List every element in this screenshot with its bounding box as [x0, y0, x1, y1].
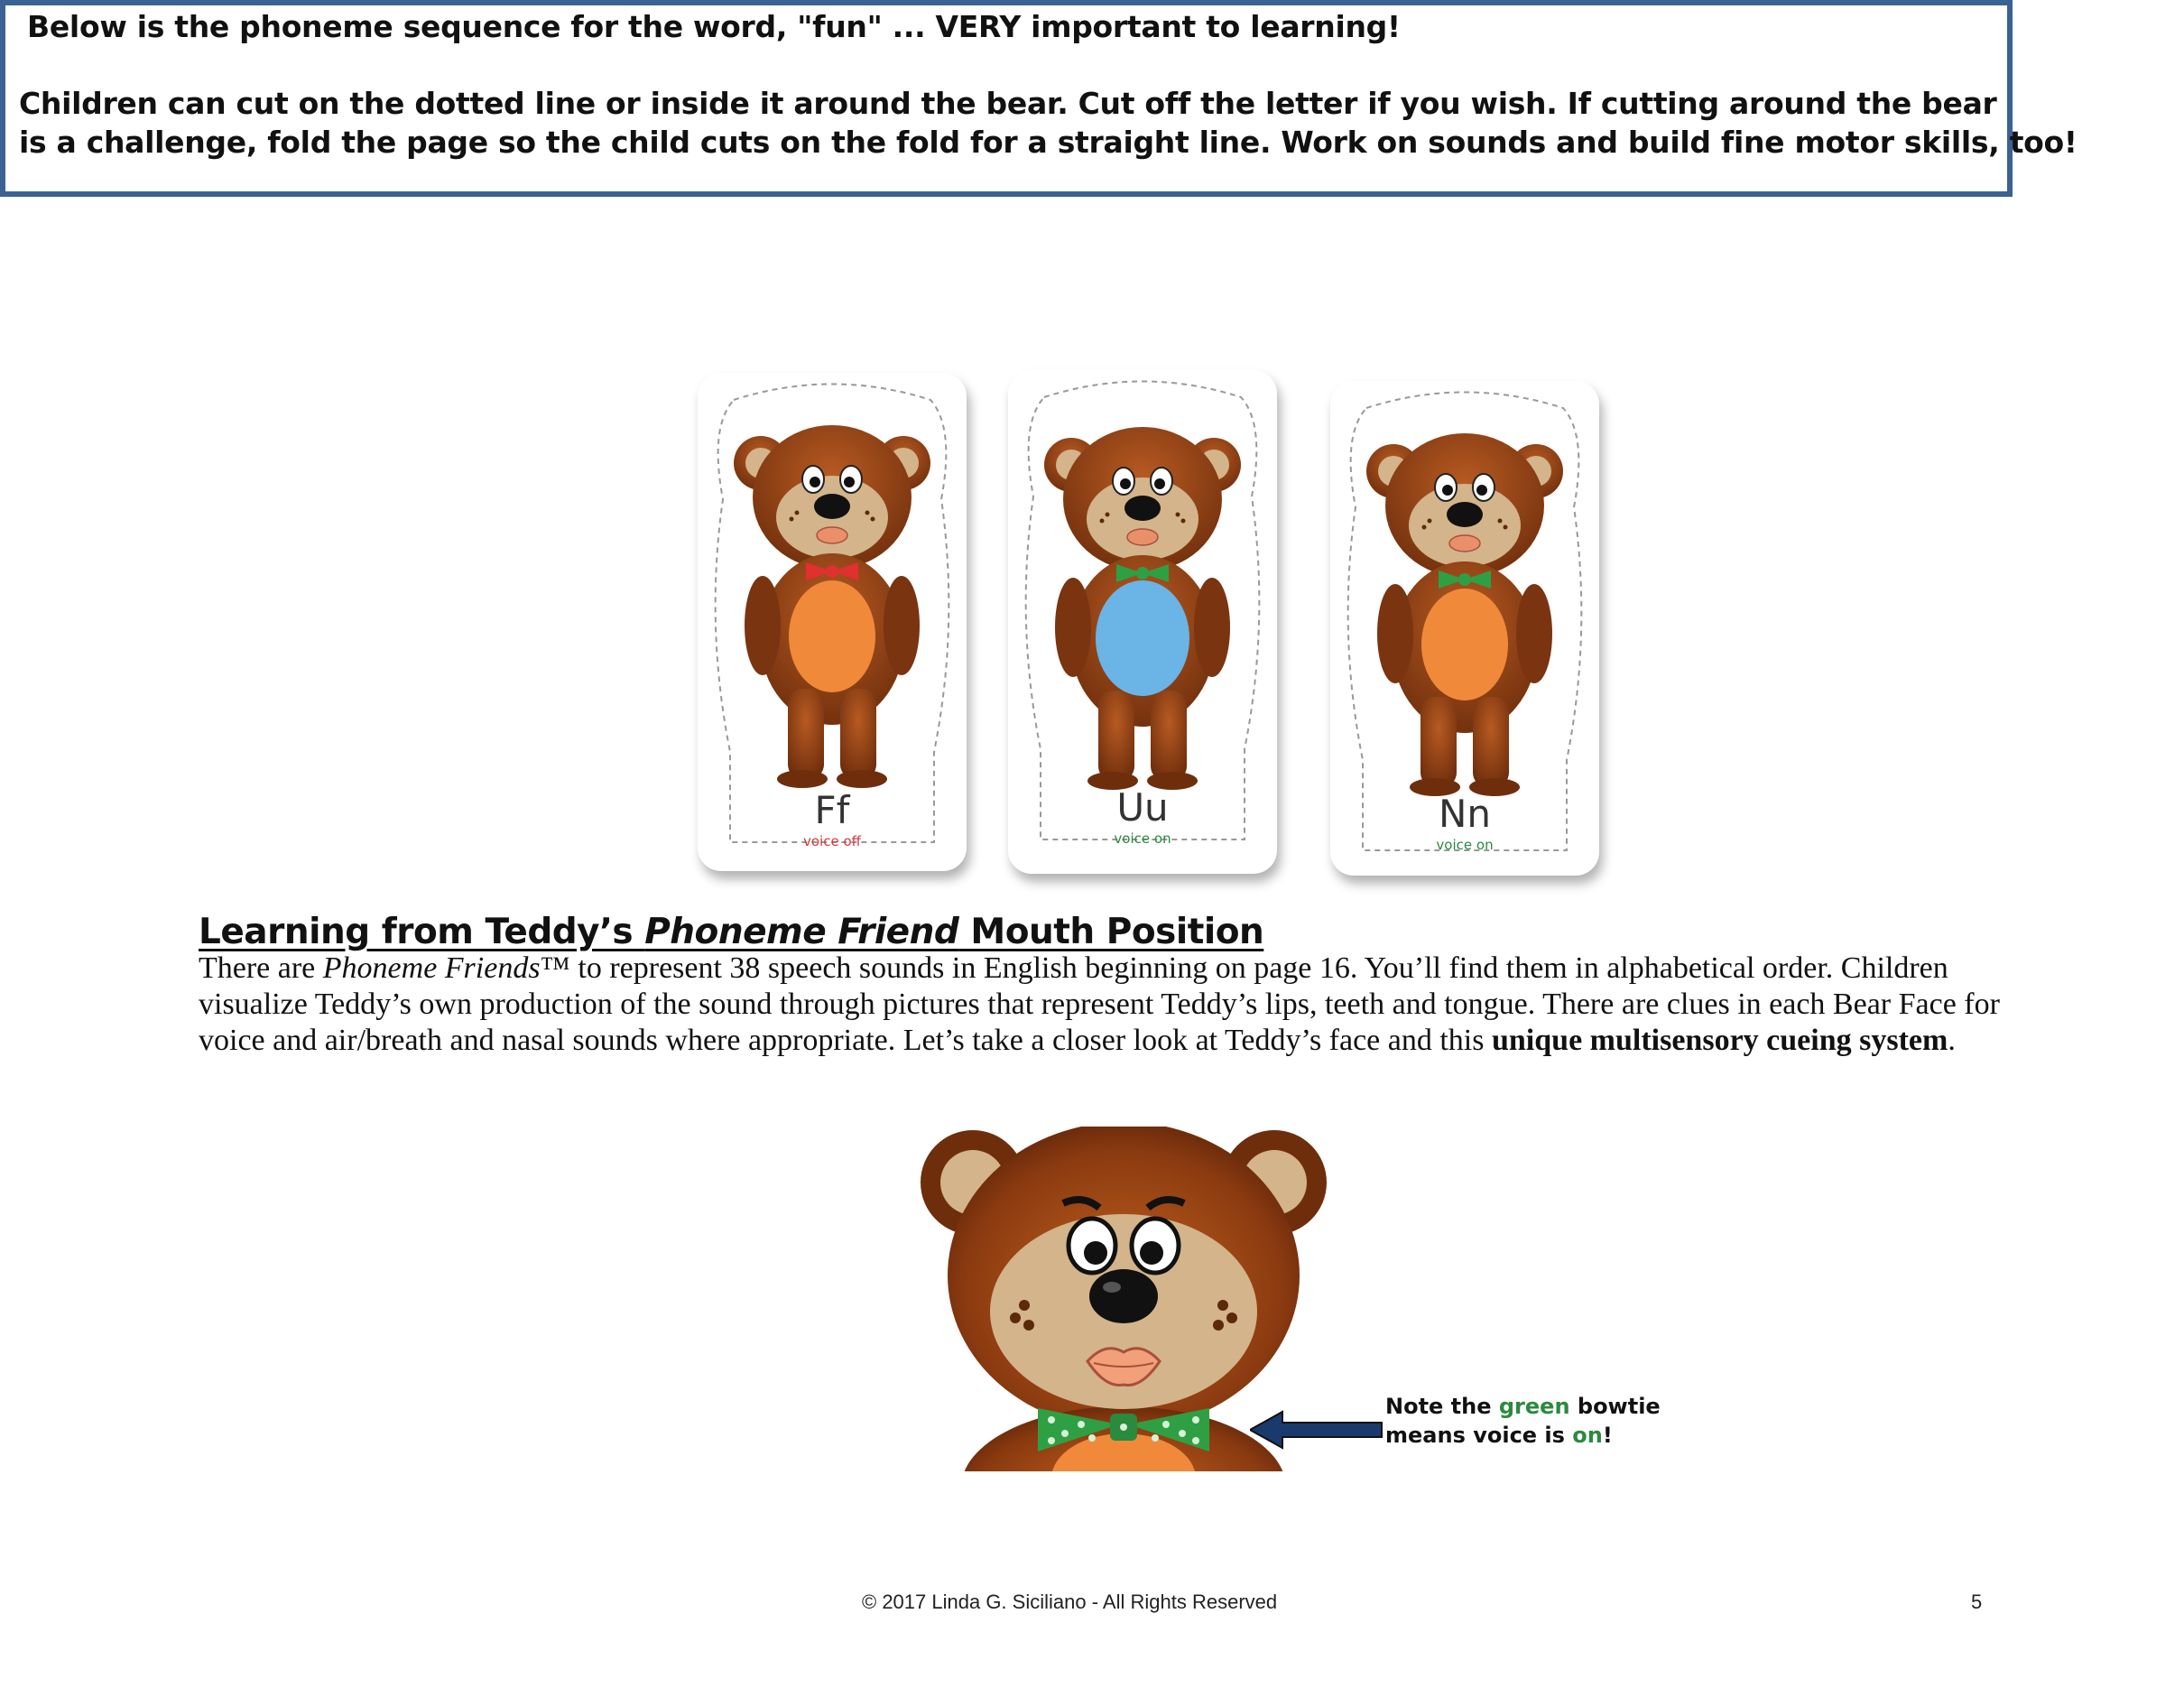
instructions-box [0, 0, 2078, 197]
bowtie-note: Note the green bowtie means voice is on! [1385, 1394, 1661, 1448]
copyright-footer: © 2017 Linda G. Siciliano - All Rights Reserved [862, 1591, 1278, 1613]
section-heading: Learning from Teddy’s Phoneme Friend Mouth Position [199, 912, 1264, 952]
page-number: 5 [1971, 1591, 1983, 1613]
description-paragraph: There are Phoneme Friends™ to represent 38 speech sounds in English beginning on page 16. You’ll find them in alphabetical order. Children visualize Teddy’s own production of the sound through pictures that represent Teddy’s lips, teeth and tongue. There are clues in each Bear Face for voice and air/breath and nasal sounds where appropriate. Let’s take a closer look at Teddy’s face and this unique multisensory cueing system. [199, 951, 2000, 1057]
phoneme-card-u [1008, 370, 1277, 874]
instructions-line-3: is a challenge, fold the page so the child cuts on the fold for a straight line. Work on sounds and build fine motor skills, too! [19, 125, 2078, 160]
voice-status: voice on [1436, 837, 1494, 853]
phoneme-letter: Uu [1116, 785, 1169, 830]
phoneme-letter: Nn [1438, 792, 1492, 836]
phoneme-letter: Ff [814, 788, 850, 832]
instructions-line-2: Children can cut on the dotted line or inside it around the bear. Cut off the letter if you wish. If cutting around the bear [19, 86, 1997, 121]
arrow-left-icon [1250, 1410, 1384, 1450]
phoneme-card-n [1330, 381, 1599, 876]
voice-status: voice on [1114, 830, 1171, 847]
voice-status: voice off [803, 833, 861, 849]
phoneme-card-f [698, 373, 967, 871]
instructions-line-1: Below is the phoneme sequence for the word, "fun" ... VERY important to learning! [27, 9, 1401, 44]
